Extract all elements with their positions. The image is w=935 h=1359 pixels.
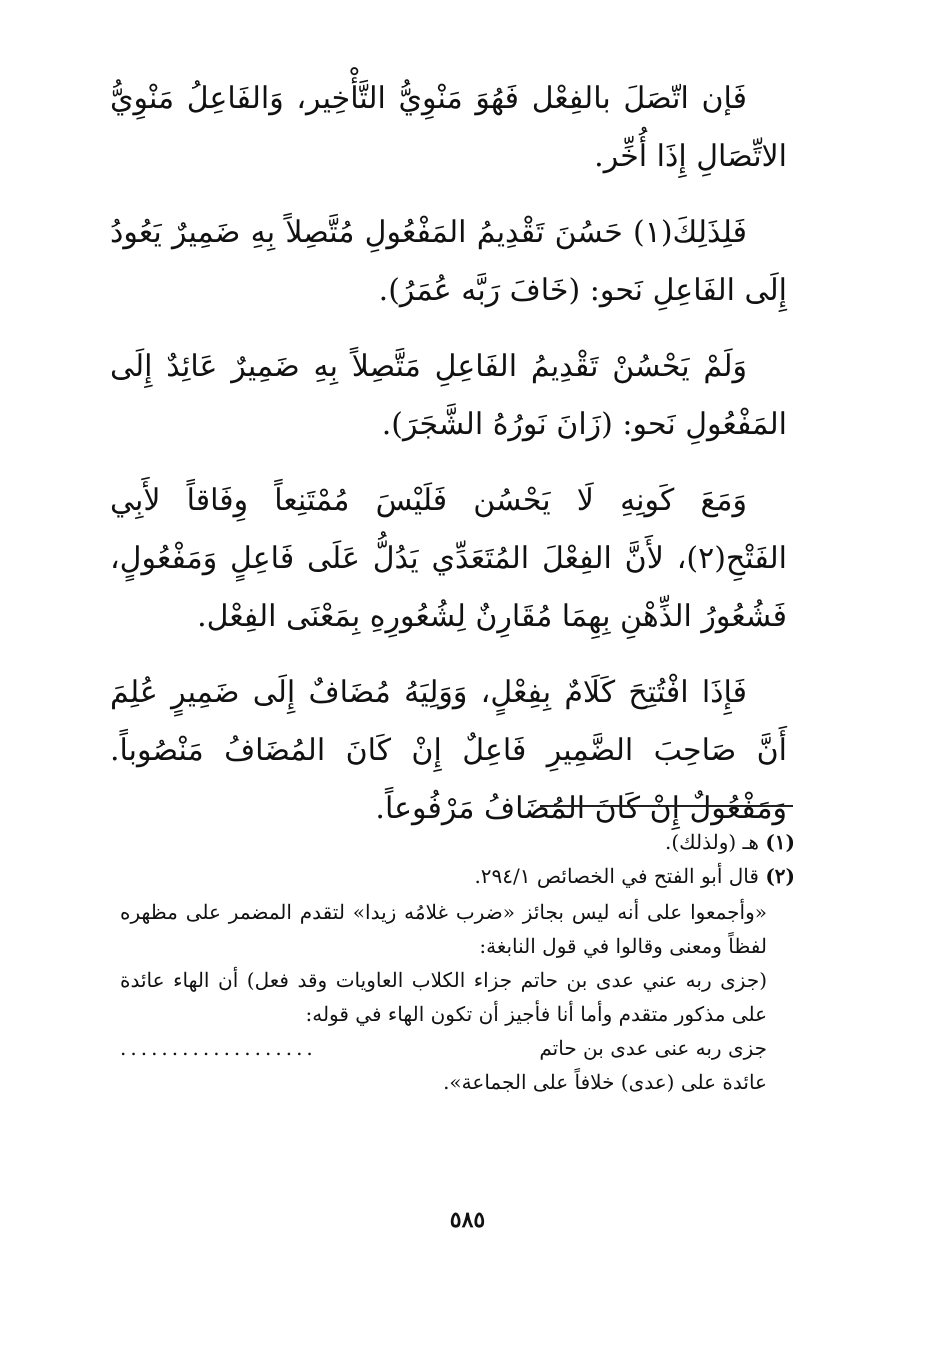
quote-line: (جزى ربه عني عدى بن حاتم جزاء الكلاب العاويات وقد فعل) أن الهاء عائدة على مذكور متقدم وأما أنا فأجيز أن تكون الهاء في قوله: xyxy=(120,968,767,1026)
page-number: ٥٨٥ xyxy=(449,1207,486,1233)
footnote-text: هـ (ولذلك). xyxy=(665,830,759,854)
quote-line: «وأجمعوا على أنه ليس بجائز «ضرب غلامُه زيدا» لتقدم المضمر على مظهره لفظاً ومعنى وقالوا في قول النابغة: xyxy=(120,900,767,958)
footnotes xyxy=(120,825,795,1099)
footnote-2 xyxy=(120,859,795,893)
paragraph: فَلِذَلِكَ(١) حَسُنَ تَقْدِيمُ المَفْعُولِ مُتَّصِلاً بِهِ ضَمِيرٌ يَعُودُ إِلَى الفَاعِلِ نَحو: (خَافَ رَبَّه عُمَرُ). xyxy=(110,215,787,308)
footnote-separator xyxy=(540,805,793,807)
footnote-1 xyxy=(120,825,795,859)
footnote-text: قال أبو الفتح في الخصائص ٢٩٤/١. xyxy=(474,864,759,888)
footnote-quote xyxy=(120,895,767,1099)
poem-ellipsis: ................... xyxy=(120,1036,317,1060)
paragraph: فَإِذَا افْتُتِحَ كَلَامٌ بِفِعْلٍ، وَوَلِيَهُ مُضَافٌ إِلَى ضَمِيرٍ عُلِمَ أَنَّ صَاحِبَ الضَّمِيرِ فَاعِلٌ إِنْ كَانَ المُضَافُ مَنْصُوباً. وَمَفْعُولٌ إِنْ كَانَ المُضَافُ مَرْفُوعاً. xyxy=(110,675,787,826)
main-text xyxy=(110,70,787,856)
paragraph: وَمَعَ كَونِهِ لَا يَحْسُن فَلَيْسَ مُمْتَنِعاً وِفَاقاً لأَبِي الفَتْحِ(٢)، لأَنَّ الفِعْلَ المُتَعَدِّي يَدُلُّ عَلَى فَاعِلٍ وَمَفْعُولٍ، فَشُعُورُ الذِّهْنِ بِهِمَا مُقَارِنٌ لِشُعُورِهِ بِمَعْنَى الفِعْل. xyxy=(110,483,787,634)
poem-line xyxy=(120,1031,767,1065)
footnote-number: (١) xyxy=(765,830,795,854)
paragraph: فَإن اتّصَلَ بالفِعْل فَهُوَ مَنْوِيُّ التَّأْخِير، وَالفَاعِلُ مَنْوِيُّ الاتِّصَالِ إِذَا أُخِّر. xyxy=(110,81,787,174)
paragraph: وَلَمْ يَحْسُنْ تَقْدِيمُ الفَاعِلِ مَتَّصِلاً بِهِ ضَمِيرٌ عَائِدٌ إِلَى المَفْعُولِ نَحو: (زَانَ نَورُهُ الشَّجَرَ). xyxy=(110,349,787,442)
quote-line: عائدة على (عدى) خلافاً على الجماعة». xyxy=(443,1070,767,1094)
poem-first-half: جزى ربه عنى عدى بن حاتم xyxy=(539,1036,767,1060)
footnote-number: (٢) xyxy=(765,864,795,888)
